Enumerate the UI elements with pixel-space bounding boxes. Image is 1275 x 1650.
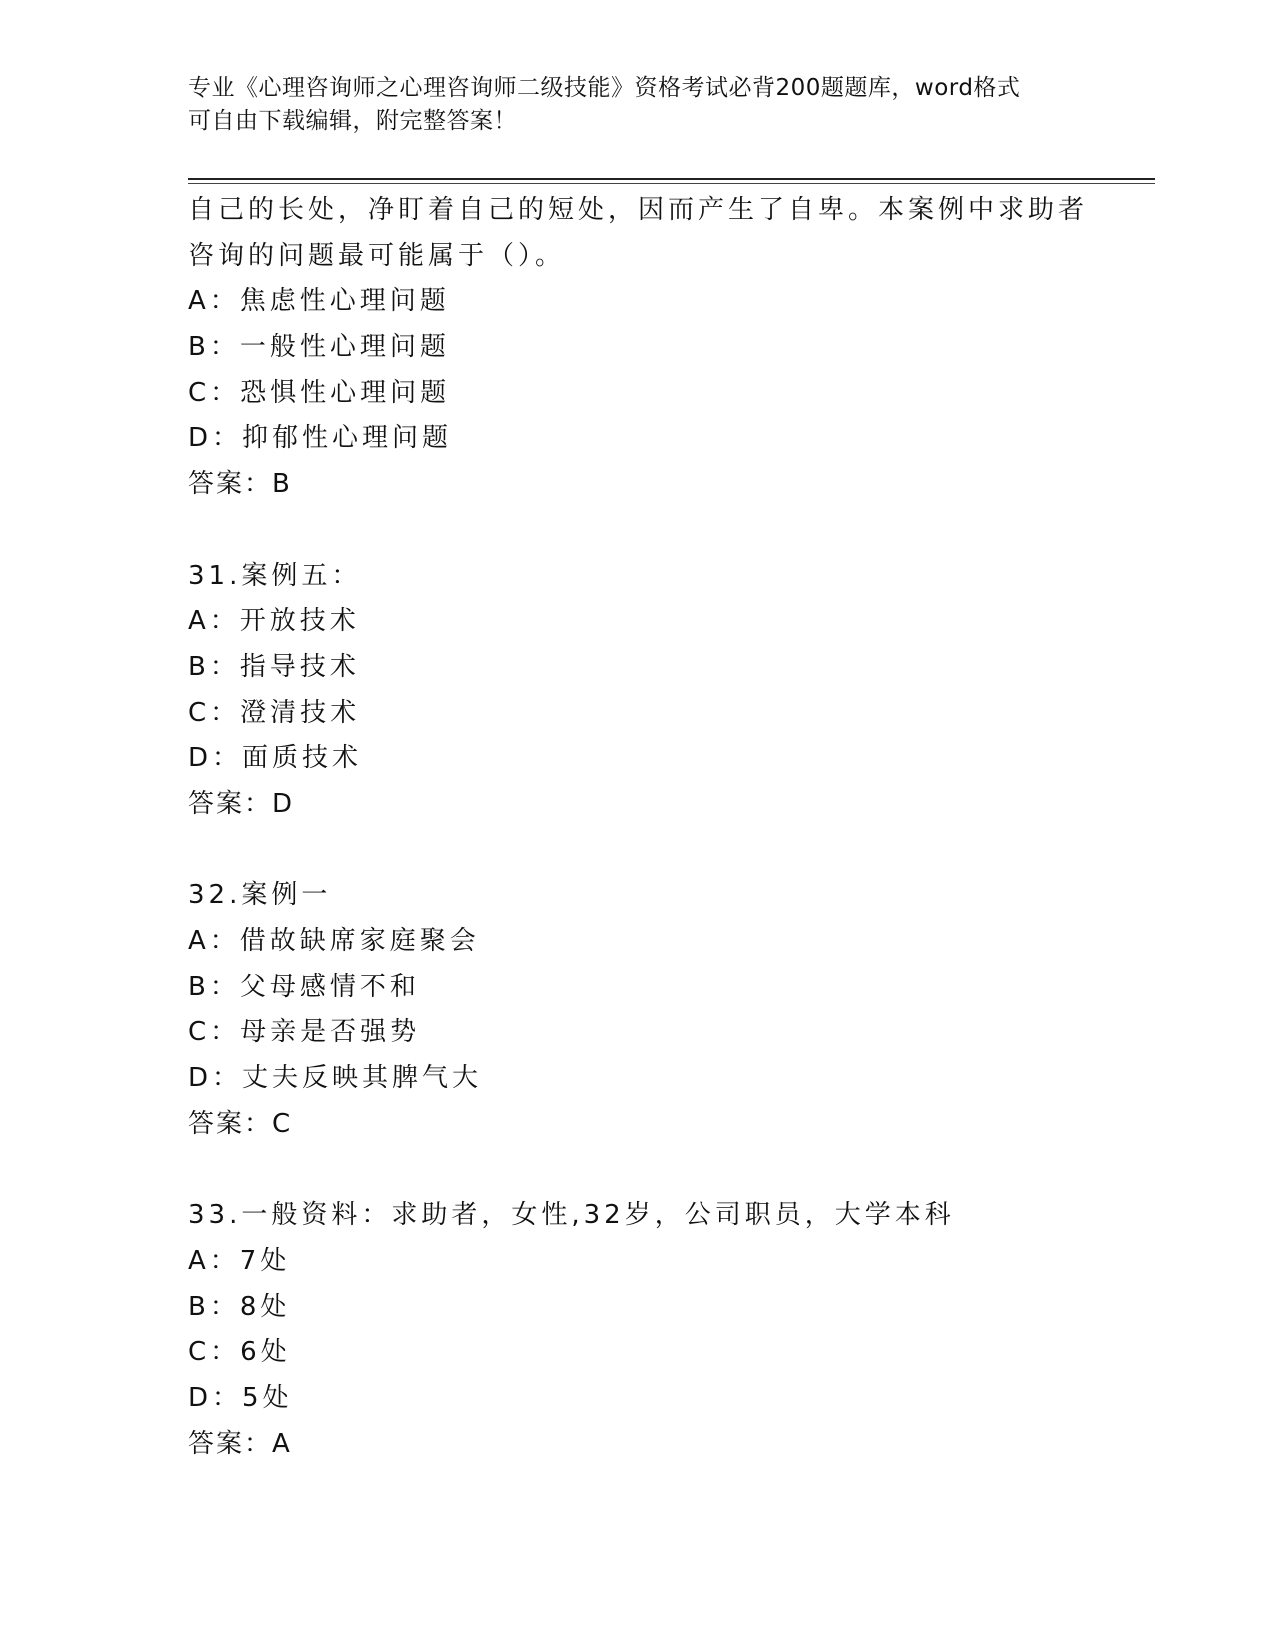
option-a: A：焦虑性心理问题 [188, 286, 450, 317]
option-a: A：开放技术 [188, 606, 360, 637]
option-c: C：恐惧性心理问题 [188, 377, 451, 408]
option-b: B：一般性心理问题 [188, 332, 450, 363]
question-stem-line: 自己的长处，净盯着自己的短处，因而产生了自卑。本案例中求助者 [188, 195, 1089, 225]
question-stem: 32.案例一 [188, 880, 332, 911]
option-a: A：借故缺席家庭聚会 [188, 926, 480, 956]
option-b: B：指导技术 [188, 651, 360, 682]
question-spacer [188, 828, 1088, 874]
question-33 [188, 1193, 1088, 1467]
header-line-1: 专业《心理咨询师之心理咨询师二级技能》资格考试必背200题题库，word格式 [188, 75, 1021, 101]
option-d: D：丈夫反映其脾气大 [188, 1063, 483, 1094]
header-divider-thin [188, 183, 1155, 184]
question-content [188, 188, 1088, 1467]
option-c: C：母亲是否强势 [188, 1017, 421, 1048]
option-b: B：父母感情不和 [188, 971, 420, 1002]
option-d: D：5处 [188, 1382, 293, 1413]
answer-text: 答案：B [188, 469, 292, 500]
question-spacer [188, 1147, 1088, 1193]
question-stem: 33.一般资料：求助者，女性,32岁，公司职员，大学本科 [188, 1200, 955, 1231]
question-spacer [188, 508, 1088, 554]
question-stem: 31.案例五： [188, 560, 362, 591]
header-line-2: 可自由下载编辑，附完整答案！ [188, 108, 517, 134]
question-31 [188, 554, 1088, 828]
option-b: B：8处 [188, 1291, 291, 1322]
answer-text: 答案：D [188, 788, 295, 819]
document-header [188, 72, 1088, 138]
answer-text: 答案：A [188, 1428, 292, 1459]
question-32 [188, 873, 1088, 1147]
question-30-continued [188, 188, 1088, 508]
option-c: C：澄清技术 [188, 697, 361, 728]
option-d: D：抑郁性心理问题 [188, 423, 453, 454]
question-stem-line: 咨询的问题最可能属于（）。 [188, 240, 566, 271]
option-a: A：7处 [188, 1245, 291, 1276]
header-divider-thick [188, 178, 1155, 180]
option-d: D：面质技术 [188, 743, 363, 774]
answer-text: 答案：C [188, 1108, 293, 1139]
option-c: C：6处 [188, 1337, 291, 1368]
